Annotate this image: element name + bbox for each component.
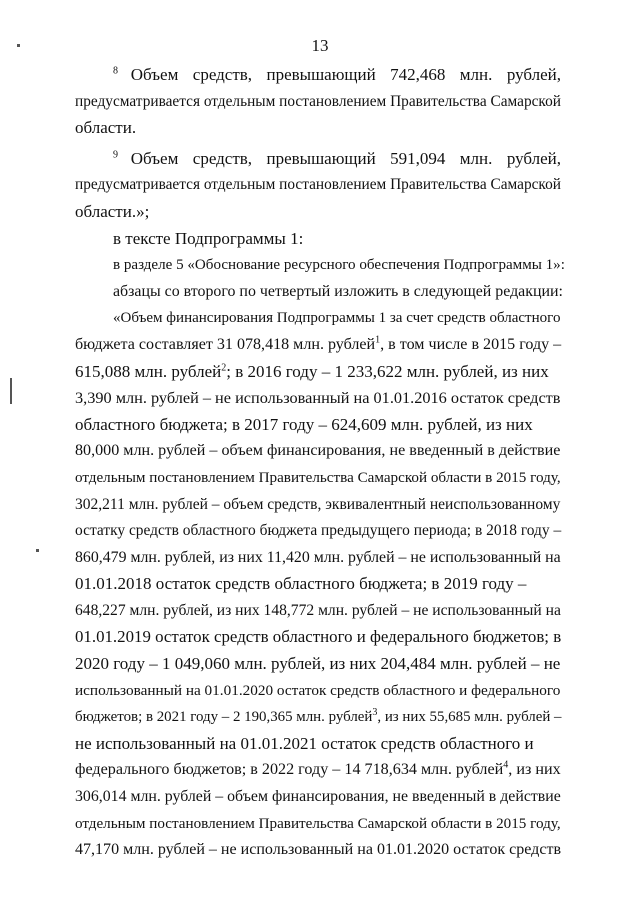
word: превышающий (266, 148, 376, 168)
word: Объем (130, 148, 179, 168)
footnote-9-line-2: предусматривается отдельным постановлением Правительства Самарской (75, 176, 561, 194)
word: 591,094 (390, 148, 446, 168)
footnote-9 (75, 146, 561, 226)
word: средств, (192, 65, 253, 84)
word: рублей, (506, 148, 561, 168)
paragraph-line: 47,170 млн. рублей – не использованный на 01.01.2020 остаток средств (75, 841, 562, 859)
paragraph-line (75, 359, 561, 386)
scan-mark (10, 378, 12, 404)
paragraph-line: 3,390 млн. рублей – не использованный на 01.01.2016 остаток средств (75, 388, 561, 408)
scan-mark (36, 549, 39, 552)
footnote-9-number: 9 (113, 149, 118, 161)
footnote-ref: 3 (372, 707, 378, 719)
text-run: федерального бюджетов; в 2022 году – 14 718,634 млн. рублей (75, 761, 504, 779)
instruction-line-2: в разделе 5 «Обоснование ресурсного обеспечения Подпрограммы 1»: (113, 257, 565, 274)
paragraph-line: «Объем финансирования Подпрограммы 1 за счет средств областного (113, 310, 561, 327)
word: превышающий (266, 65, 376, 84)
footnote-ref: 2 (221, 361, 227, 373)
paragraph-line: 01.01.2018 остаток средств областного бюджета; в 2019 году – (75, 574, 527, 594)
word: Объем (130, 65, 179, 84)
text-run: , в том числе в 2015 году – (380, 335, 562, 353)
paragraph-line: остатку средств областного бюджета предыдущего периода; в 2018 году – (75, 522, 562, 540)
paragraph-line: 80,000 млн. рублей – объем финансирования, не введенный в действие (75, 442, 561, 460)
paragraph-line: 2020 году – 1 049,060 млн. рублей, из них 204,484 млн. рублей – не (75, 654, 561, 674)
paragraph-line (75, 704, 561, 731)
footnote-9-lead (113, 146, 178, 173)
footnote-ref: 1 (375, 334, 381, 346)
paragraph-line: областного бюджета; в 2017 году – 624,609 млн. рублей, из них (75, 414, 533, 434)
footnote-8-line-3: области. (75, 118, 137, 138)
page-number: 13 (311, 36, 329, 55)
footnote-8-line-1 (75, 62, 561, 89)
paragraph-line: 648,227 млн. рублей, из них 148,772 млн. рублей – не использованный на (75, 601, 561, 619)
paragraph-line: 302,211 млн. рублей – объем средств, эквивалентный неиспользованному (75, 495, 561, 513)
word: 742,468 (390, 65, 446, 84)
paragraph-line: 860,479 млн. рублей, из них 11,420 млн. рублей – не использованный на (75, 548, 561, 566)
text-run: 615,088 млн. рублей (75, 361, 222, 381)
paragraph-line: не использованный на 01.01.2021 остаток средств областного и (75, 733, 534, 753)
text-run: , из них (508, 761, 561, 779)
word: средств, (192, 148, 253, 168)
footnote-8-line-2: предусматривается отдельным постановлением Правительства Самарской (75, 92, 561, 110)
word: рублей, (506, 65, 561, 84)
paragraph-line (75, 332, 561, 359)
word: млн. (459, 65, 493, 84)
footnote-9-line-3: области.»; (75, 201, 150, 221)
document-body (75, 62, 565, 864)
text-run: ; в 2016 году – 1 233,622 млн. рублей, из них (226, 361, 549, 381)
footnote-ref: 4 (503, 760, 509, 772)
instruction-line-1: в тексте Подпрограммы 1: (113, 228, 304, 248)
text-run: бюджета составляет 31 078,418 млн. рублей (75, 335, 376, 353)
paragraph-line: отдельным постановлением Правительства Самарской области в 2015 году, (75, 469, 561, 486)
footnote-8-lead (113, 62, 178, 89)
paragraph-line: 01.01.2019 остаток средств областного и федерального бюджетов; в (75, 627, 562, 647)
paragraph-line: использованный на 01.01.2020 остаток средств областного и федерального (75, 681, 561, 699)
paragraph-line (75, 757, 561, 784)
word: млн. (459, 148, 493, 168)
funding-paragraph (75, 305, 561, 863)
footnote-9-line-1 (75, 146, 561, 173)
paragraph-line: 306,014 млн. рублей – объем финансирования, не введенный в действие (75, 788, 561, 806)
text-run: бюджетов; в 2021 году – 2 190,365 млн. рублей (75, 709, 373, 726)
text-run: , из них 55,685 млн. рублей – (377, 709, 562, 726)
scan-mark (17, 44, 20, 47)
paragraph-line: отдельным постановлением Правительства Самарской области в 2015 году, (75, 815, 561, 832)
instruction-line-3: абзацы со второго по четвертый изложить в следующей редакции: (113, 282, 563, 300)
footnote-8 (75, 62, 561, 142)
footnote-8-number: 8 (113, 65, 118, 77)
